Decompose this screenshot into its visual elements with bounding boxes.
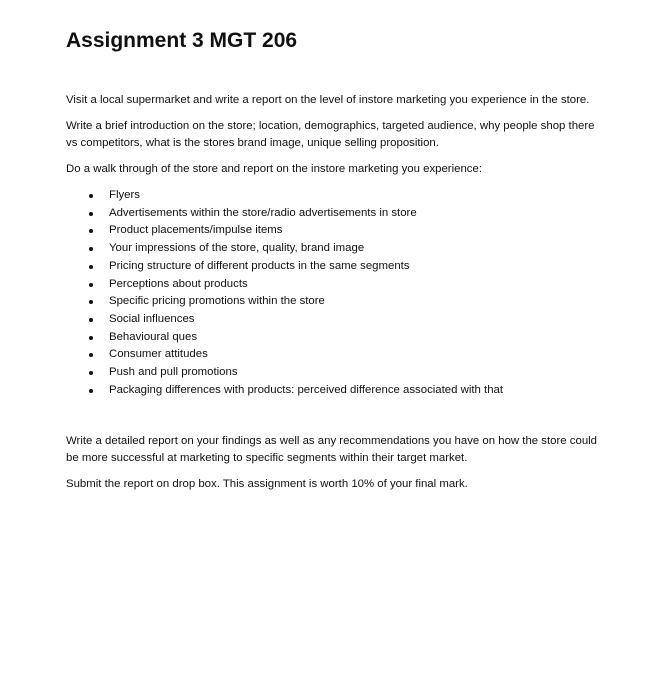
list-item-text: Product placements/impulse items [109, 224, 283, 237]
bullet-icon [89, 229, 93, 233]
list-item-text: Consumer attitudes [109, 348, 208, 361]
page-title: Assignment 3 MGT 206 [66, 29, 298, 52]
list-item-text: Packaging differences with products: perceived difference associated with that [109, 383, 504, 396]
walkthrough-paragraph: Do a walk through of the store and report on the instore marketing you experience: [66, 163, 482, 175]
bullet-icon [89, 247, 93, 251]
list-item-text: Social influences [109, 312, 195, 325]
list-item [66, 222, 601, 240]
list-item [66, 258, 601, 276]
bullet-icon [89, 265, 93, 269]
list-item [66, 240, 601, 258]
list-item [66, 382, 601, 400]
list-item-text: Perceptions about products [109, 277, 248, 290]
bullet-icon [89, 212, 93, 216]
bullet-icon [89, 389, 93, 393]
bullet-list [66, 187, 601, 399]
bullet-icon [89, 194, 93, 198]
list-item-text: Advertisements within the store/radio advertisements in store [109, 206, 417, 219]
bullet-icon [89, 353, 93, 357]
list-item [66, 187, 601, 205]
instructions-paragraph: Write a brief introduction on the store; location, demographics, targeted audience, why people shop there vs competitors, what is the stores brand image, unique selling proposition. [66, 120, 595, 149]
list-item [66, 205, 601, 223]
document-body [66, 92, 601, 502]
list-item-text: Pricing structure of different products in the same segments [109, 259, 410, 272]
bullet-icon [89, 336, 93, 340]
list-item [66, 276, 601, 294]
list-item-text: Behavioural ques [109, 330, 198, 343]
report-paragraph: Write a detailed report on your findings as well as any recommendations you have on how the store could be more successful at marketing to specific segments within their target market. [66, 435, 598, 465]
list-item [66, 311, 601, 329]
intro-paragraph: Visit a local supermarket and write a report on the level of instore marketing you experience in the store. [66, 94, 590, 106]
section-spacer [66, 399, 601, 433]
list-item-text: Push and pull promotions [109, 366, 238, 379]
bullet-icon [89, 371, 93, 375]
list-item [66, 364, 601, 382]
list-item [66, 293, 601, 311]
submission-paragraph: Submit the report on drop box. This assignment is worth 10% of your final mark. [66, 478, 468, 491]
bullet-icon [89, 283, 93, 287]
bullet-icon [89, 318, 93, 322]
list-item-text: Your impressions of the store, quality, brand image [109, 242, 365, 255]
list-item [66, 329, 601, 347]
bullet-icon [89, 300, 93, 304]
list-item-text: Specific pricing promotions within the store [109, 295, 325, 308]
list-item [66, 346, 601, 364]
list-item-text: Flyers [109, 189, 141, 201]
